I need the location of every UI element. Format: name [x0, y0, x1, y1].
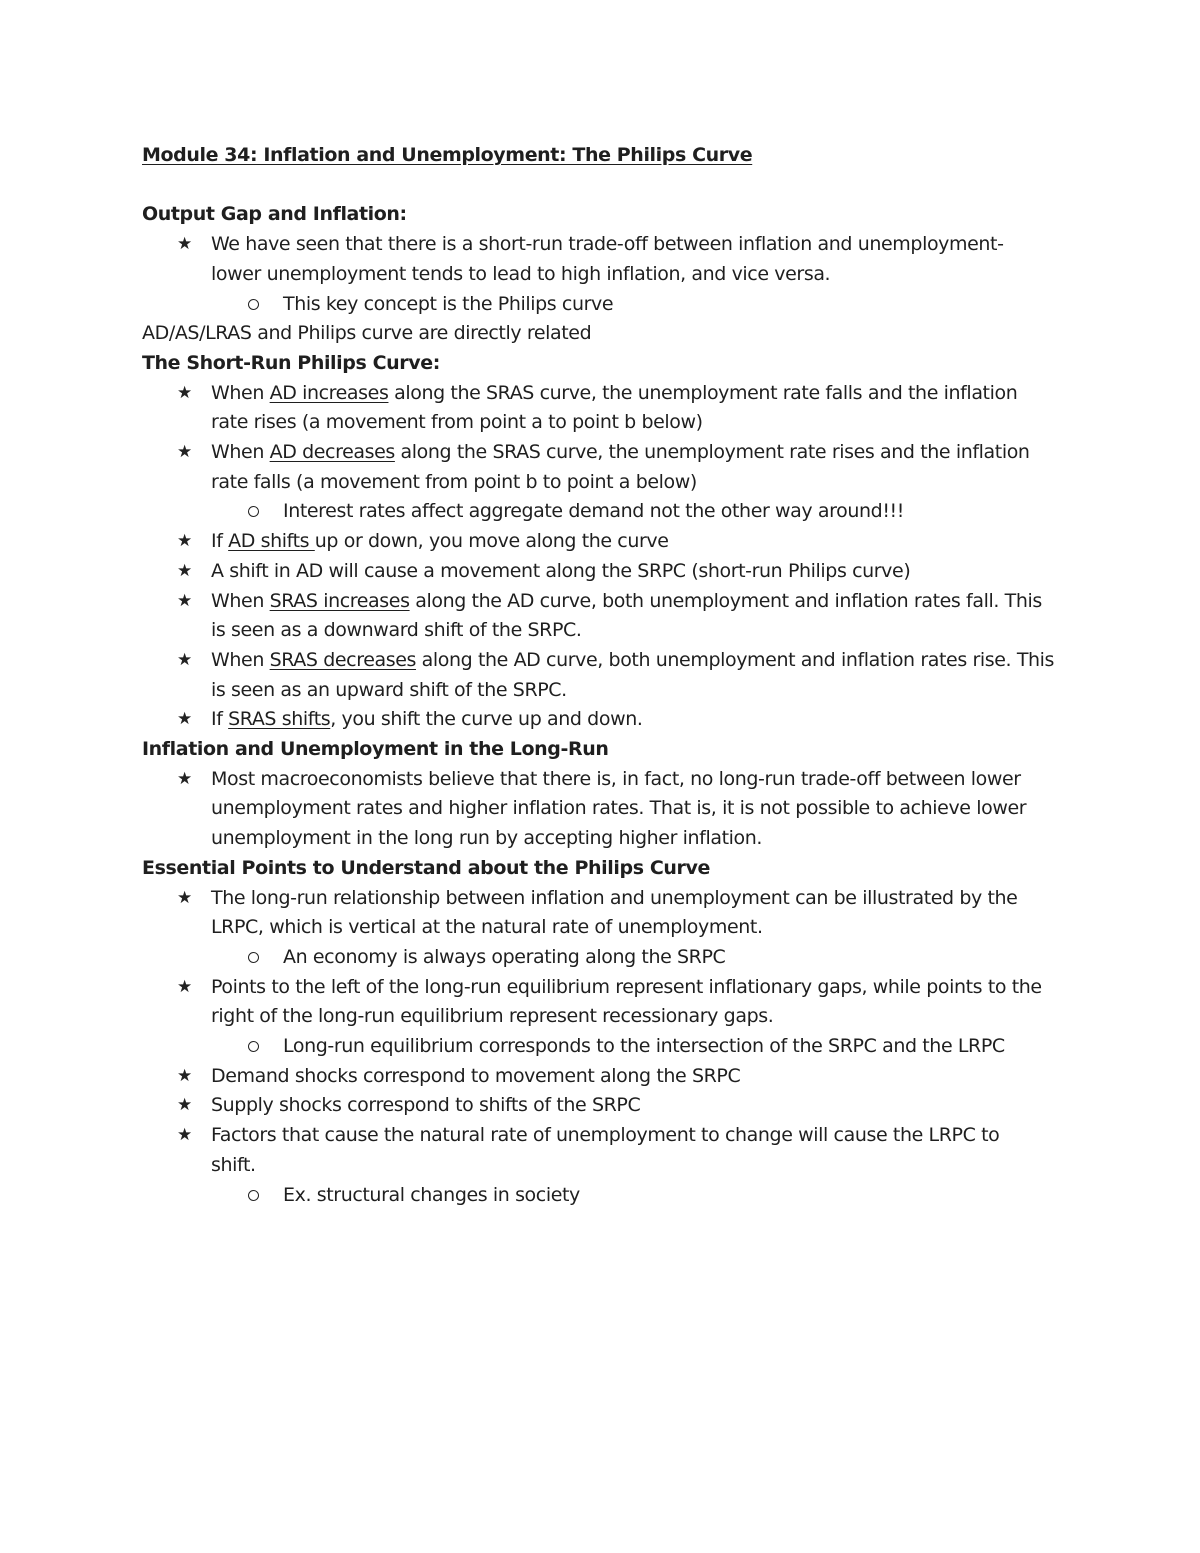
sub-bullet-text: Ex. structural changes in society — [283, 1183, 580, 1206]
star-bullet-icon: ★ — [177, 709, 192, 730]
bullet-text: The long-run relationship between inflation and unemployment can be illustrated by the — [211, 886, 1018, 909]
heading-output-gap: Output Gap and Inflation: — [142, 203, 407, 226]
underlined-term: SRAS shifts — [228, 708, 331, 731]
bullet-text: Demand shocks correspond to movement along the SRPC — [211, 1064, 741, 1087]
sub-bullet-item — [142, 1181, 1072, 1211]
circle-bullet-icon — [248, 299, 259, 310]
bullet-text-pre: If — [211, 708, 229, 731]
bullet-item — [142, 973, 1072, 1003]
star-bullet-icon: ★ — [177, 1095, 192, 1116]
underlined-term: AD increases — [269, 381, 389, 404]
star-bullet-icon: ★ — [177, 531, 192, 552]
bullet-continuation: is seen as an upward shift of the SRPC. — [211, 678, 567, 701]
star-bullet-icon: ★ — [177, 976, 192, 997]
bullet-text-post: along the AD curve, both unemployment and inflation rates fall. This — [409, 589, 1042, 612]
star-bullet-icon: ★ — [177, 234, 192, 255]
underlined-term: AD shifts — [228, 530, 315, 553]
heading-long-run: Inflation and Unemployment in the Long-Run — [142, 738, 609, 761]
heading-short-run: The Short-Run Philips Curve: — [142, 351, 440, 374]
bullet-text-pre: When — [211, 441, 270, 464]
star-bullet-icon: ★ — [177, 442, 192, 463]
circle-bullet-icon — [248, 1041, 259, 1052]
star-bullet-icon: ★ — [177, 768, 192, 789]
bullet-text-pre: If — [211, 530, 229, 553]
sub-bullet-text: Long-run equilibrium corresponds to the intersection of the SRPC and the LRPC — [283, 1035, 1005, 1058]
bullet-item — [142, 527, 1072, 557]
bullet-text: Supply shocks correspond to shifts of the SRPC — [211, 1094, 641, 1117]
underlined-term: AD decreases — [269, 441, 395, 464]
heading-essential-points: Essential Points to Understand about the Philips Curve — [142, 856, 710, 879]
bullet-text-post: up or down, you move along the curve — [314, 530, 669, 553]
bullet-item — [142, 438, 1072, 468]
bullet-item — [142, 705, 1072, 735]
bullet-text: Most macroeconomists believe that there is, in fact, no long-run trade-off between lower — [211, 767, 1021, 790]
note-text: AD/AS/LRAS and Philips curve are directly related — [142, 322, 592, 345]
bullet-continuation: unemployment rates and higher inflation rates. That is, it is not possible to achieve lower — [211, 797, 1027, 820]
sub-bullet-text: This key concept is the Philips curve — [283, 292, 614, 315]
sub-bullet-text: An economy is always operating along the SRPC — [283, 945, 726, 968]
bullet-continuation: LRPC, which is vertical at the natural rate of unemployment. — [211, 916, 763, 939]
bullet-continuation: right of the long-run equilibrium represent recessionary gaps. — [211, 1005, 774, 1028]
star-bullet-icon: ★ — [177, 590, 192, 611]
bullet-continuation: lower unemployment tends to lead to high inflation, and vice versa. — [211, 262, 831, 285]
star-bullet-icon: ★ — [177, 1125, 192, 1146]
bullet-text-post: along the SRAS curve, the unemployment rate rises and the inflation — [394, 441, 1030, 464]
bullet-text: We have seen that there is a short-run trade-off between inflation and unemployment- — [211, 233, 1004, 256]
bullet-text: Factors that cause the natural rate of unemployment to change will cause the LRPC to — [211, 1124, 1000, 1147]
bullet-text-pre: When — [211, 589, 270, 612]
bullet-continuation: unemployment in the long run by accepting higher inflation. — [211, 827, 763, 850]
bullet-continuation: is seen as a downward shift of the SRPC. — [211, 619, 582, 642]
bullet-item — [142, 379, 1072, 409]
bullet-continuation: rate rises (a movement from point a to point b below) — [211, 411, 703, 434]
bullet-item — [142, 1062, 1072, 1092]
bullet-item — [142, 765, 1072, 795]
bullet-item — [142, 230, 1072, 260]
bullet-text-pre: When — [211, 648, 270, 671]
bullet-item — [142, 646, 1072, 676]
star-bullet-icon: ★ — [177, 560, 192, 581]
star-bullet-icon: ★ — [177, 649, 192, 670]
bullet-continuation: rate falls (a movement from point b to point a below) — [211, 470, 697, 493]
bullet-item — [142, 1121, 1072, 1151]
bullet-text: Points to the left of the long-run equilibrium represent inflationary gaps, while points to the — [211, 975, 1042, 998]
sub-bullet-item — [142, 290, 1072, 320]
bullet-item — [142, 557, 1072, 587]
star-bullet-icon: ★ — [177, 382, 192, 403]
bullet-text: A shift in AD will cause a movement along the SRPC (short-run Philips curve) — [211, 559, 911, 582]
bullet-item — [142, 587, 1072, 617]
bullet-continuation: shift. — [211, 1153, 256, 1176]
bullet-text-pre: When — [211, 381, 270, 404]
circle-bullet-icon — [248, 952, 259, 963]
document-body — [142, 141, 1072, 1210]
bullet-text-post: along the AD curve, both unemployment and inflation rates rise. This — [416, 648, 1055, 671]
star-bullet-icon: ★ — [177, 1065, 192, 1086]
sub-bullet-text: Interest rates affect aggregate demand not the other way around!!! — [283, 500, 904, 523]
sub-bullet-item — [142, 1032, 1072, 1062]
star-bullet-icon: ★ — [177, 887, 192, 908]
circle-bullet-icon — [248, 506, 259, 517]
bullet-item — [142, 1091, 1072, 1121]
bullet-item — [142, 884, 1072, 914]
bullet-text-post: along the SRAS curve, the unemployment rate falls and the inflation — [388, 381, 1018, 404]
sub-bullet-item — [142, 943, 1072, 973]
sub-bullet-item — [142, 497, 1072, 527]
circle-bullet-icon — [248, 1190, 259, 1201]
underlined-term: SRAS decreases — [269, 648, 417, 671]
bullet-text-post: , you shift the curve up and down. — [330, 708, 643, 731]
underlined-term: SRAS increases — [269, 589, 410, 612]
document-title: Module 34: Inflation and Unemployment: The Philips Curve — [142, 144, 753, 166]
